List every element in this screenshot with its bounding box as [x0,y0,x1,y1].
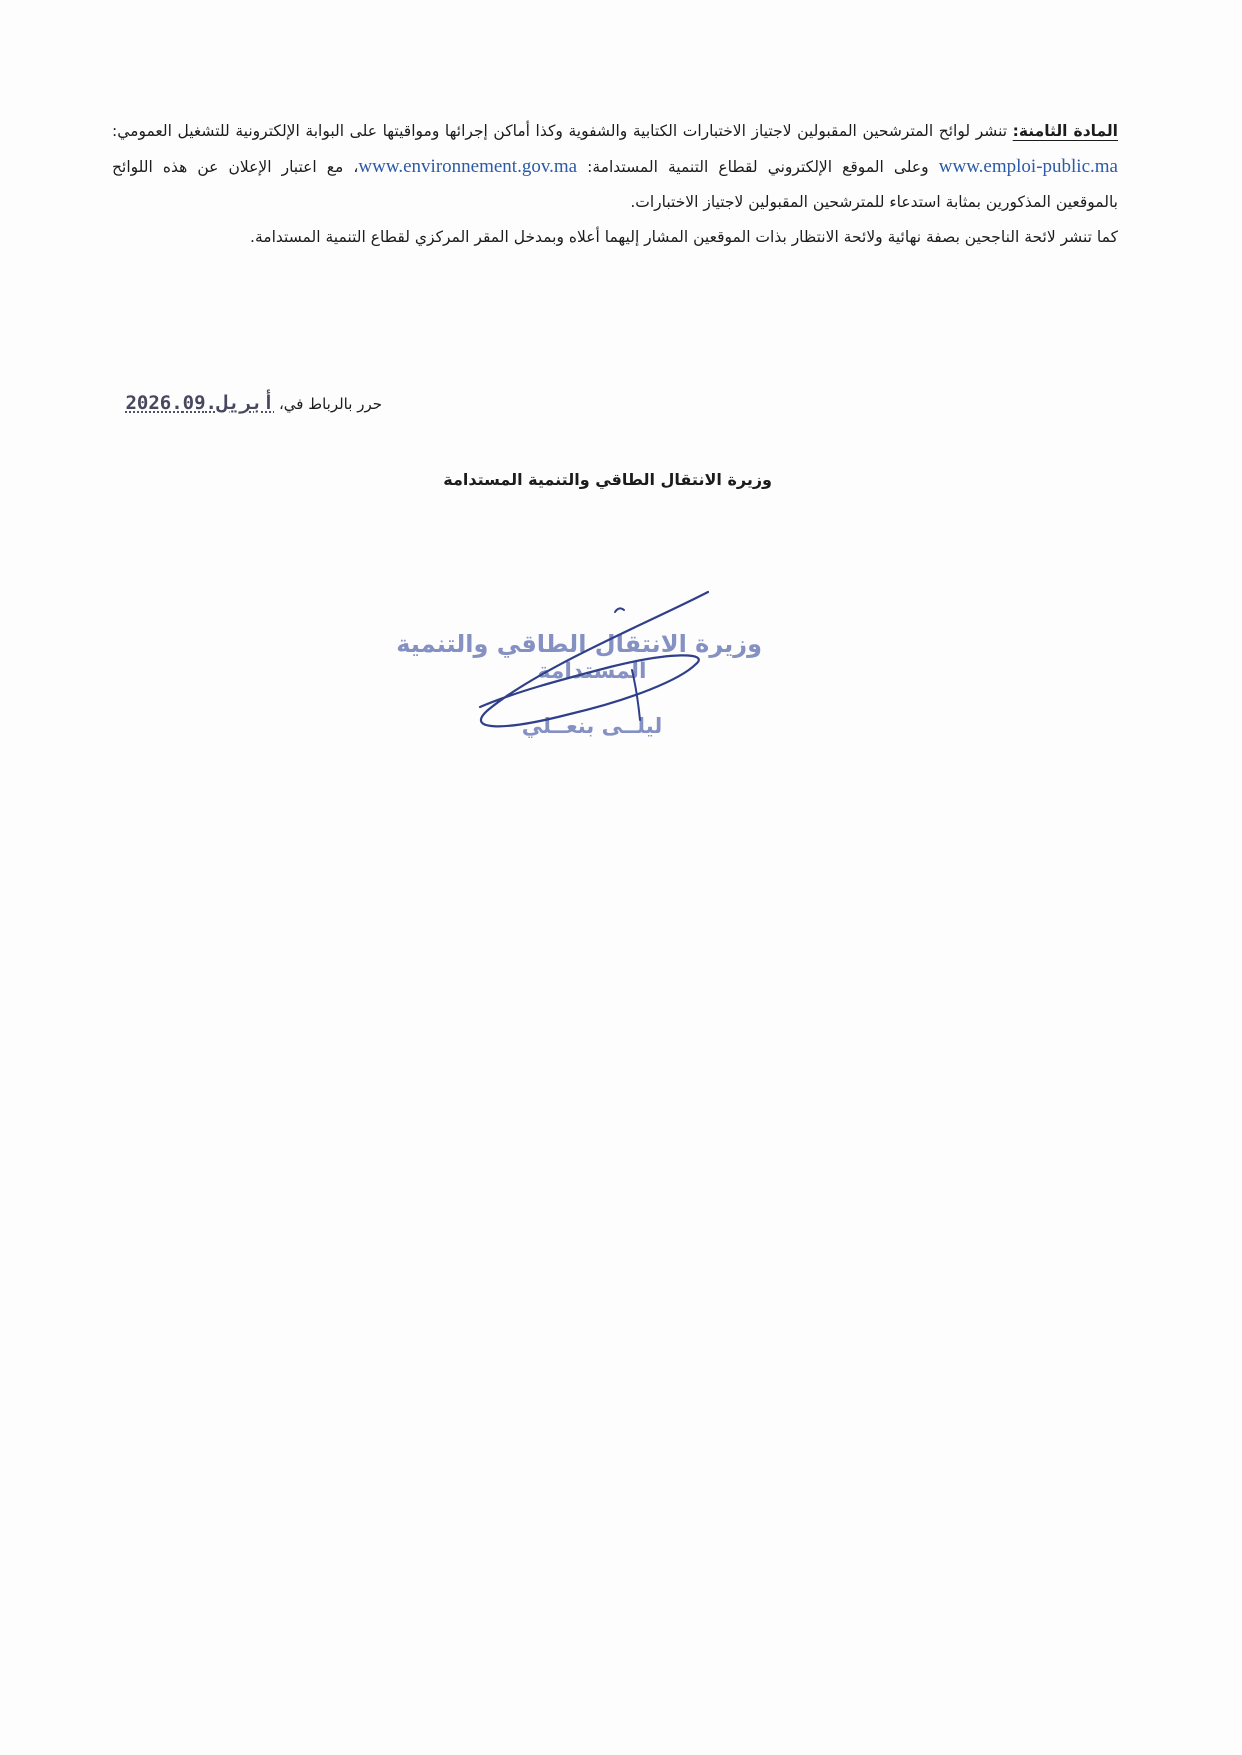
article-paragraph-1 [112,114,1118,220]
article-text-1: تنشر لوائح المترشحين المقبولين لاجتياز الاختبارات الكتابية والشفوية وكذا أماكن إجرائها ومواقيتها على البوابة الإلكترونية للتشغيل العمومي: [112,122,1013,140]
handwritten-signature [460,582,730,742]
article-text-2: وعلى الموقع الإلكتروني لقطاع التنمية المستدامة: [577,158,939,176]
emploi-public-url[interactable]: www.emploi-public.ma [938,156,1118,177]
place-and-date [125,392,382,414]
article-text-3: ، مع اعتبار الإعلان عن هذه اللوائح بالموقعين المذكورين بمثابة استدعاء للمترشحين المقبولين لاجتياز الاختبارات. [112,158,1118,211]
stamp-line-2: المستدامة [537,659,647,684]
signatory-title: وزيرة الانتقال الطاقي والتنمية المستدامة [443,470,772,489]
environnement-url[interactable]: www.environnement.gov.ma [358,156,578,177]
article-heading: المادة الثامنة: [1012,122,1118,140]
article-paragraph-2: كما تنشر لائحة الناجحين بصفة نهائية ولائحة الانتظار بذات الموقعين المشار إليهما أعلاه وبمدخل المقر المركزي لقطاع التنمية المستدامة. [250,228,1118,246]
date-stamp: 2026.أبريل.09 [125,392,275,414]
stamp-name: ليلــى بنعــلي [521,714,663,738]
place-prefix: حرر بالرباط في، [274,395,382,413]
article-eight [112,114,1118,255]
stamp-line-1: وزيرة الانتقال الطاقي والتنمية [396,630,762,658]
